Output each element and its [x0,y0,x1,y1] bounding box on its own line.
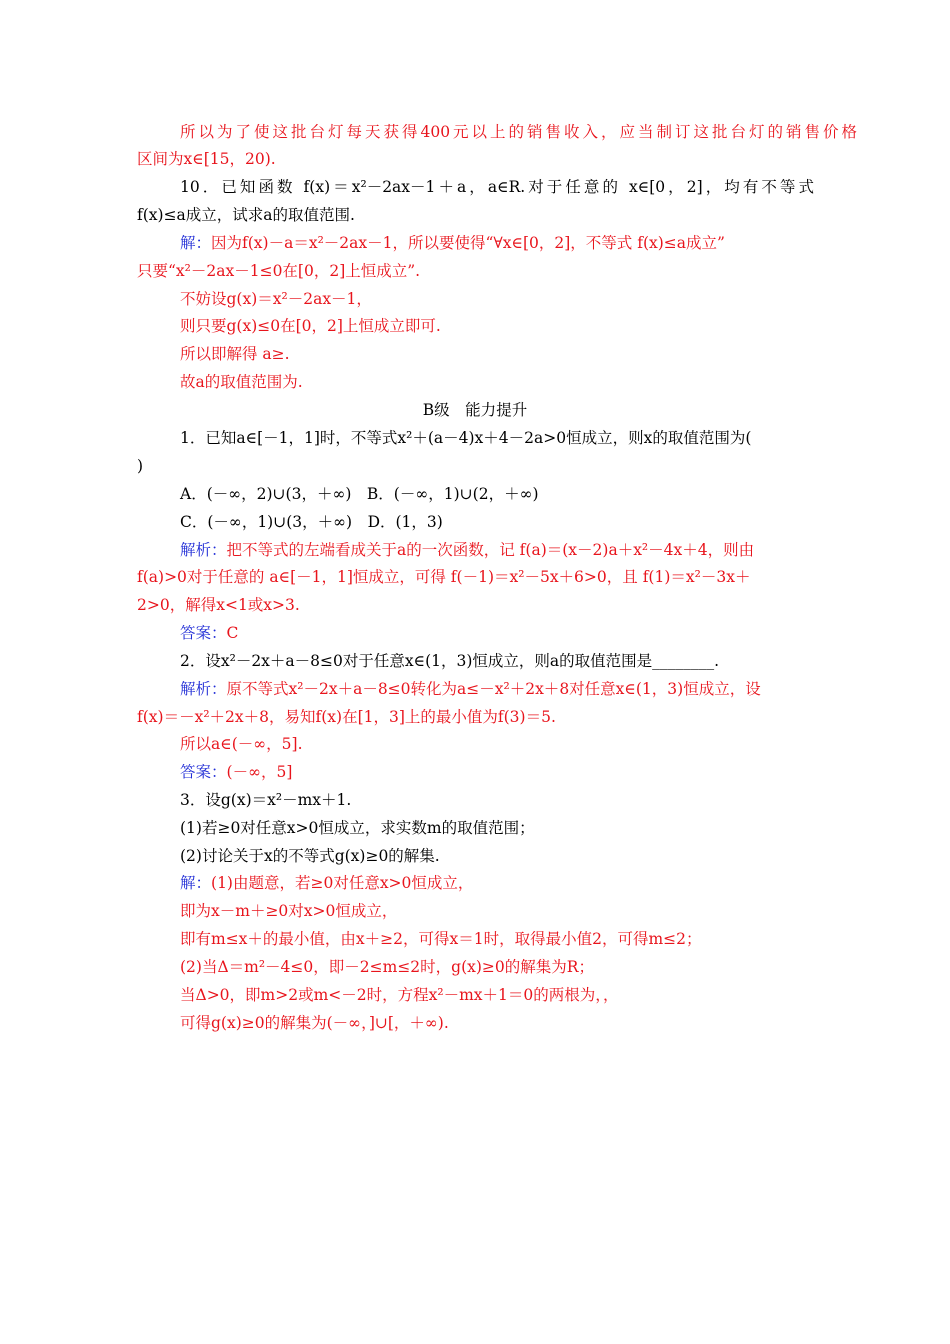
question-2: 2．设x²－2x＋a－8≤0对于任意x∈(1，3)恒成立，则a的取值范围是________. [180,652,720,670]
solution-label: 解： [180,234,212,252]
solution-3-line-3: 即有m≤x＋的最小值，由x＋≥2，可得x＝1时，取得最小值2，可得m≤2； [180,930,702,948]
analysis-text: 把不等式的左端看成关于a的一次函数，记 f(a)＝(x－2)a＋x²－4x＋4，则由 [226,541,755,559]
text-line-1: 所以为了使这批台灯每天获得400元以上的销售收入，应当制订这批台灯的销售价格 [180,123,857,141]
question-3-part-1: (1)若≥0对任意x>0恒成立，求实数m的取值范围； [180,819,535,837]
solution-3-line-4: (2)当Δ＝m²－4≤0，即－2≤m≤2时，g(x)≥0的解集为R； [180,958,594,976]
question-1-options-ab: A．(－∞，2)∪(3，＋∞) B．(－∞，1)∪(2，＋∞) [180,485,539,503]
section-heading: B级 能力提升 [422,401,528,419]
solution-3-line-1 [180,870,473,896]
question-10-line-2: f(x)≤a成立，试求a的取值范围. [137,206,355,224]
text-line-2: 区间为x∈[15，20). [137,150,276,168]
solution-3-line-6: 可得g(x)≥0的解集为(－∞，]∪[，＋∞). [180,1014,449,1032]
solution-text: 因为f(x)－a＝x²－2ax－1，所以要使得“∀x∈[0，2]，不等式 f(x)≤a成立” [211,234,725,252]
solution-3-line-2: 即为x－m＋≥0对x>0恒成立， [180,902,398,920]
question-3-part-2: (2)讨论关于x的不等式g(x)≥0的解集. [180,847,440,865]
answer-label: 答案： [180,624,227,642]
analysis-1-line-2: f(a)>0对于任意的 a∈[－1，1]恒成立，可得 f(－1)＝x²－5x＋6>0，且 f(1)＝x²－3x＋ [137,568,751,586]
answer-label: 答案： [180,763,227,781]
analysis-text: 原不等式x²－2x＋a－8≤0转化为a≤－x²＋2x＋8对任意x∈(1，3)恒成立，设 [226,680,761,698]
answer-text: (－∞，5] [226,763,293,781]
analysis-1-line-3: 2>0，解得x<1或x>3. [137,596,300,614]
question-1-options-cd: C．(－∞，1)∪(3，＋∞) D．(1，3) [180,513,443,531]
solution-10-line-5: 所以即解得 a≥. [180,345,290,363]
analysis-2-line-1 [180,676,761,702]
solution-10-line-1 [180,230,725,256]
analysis-1-line-1 [180,537,754,563]
question-1-line-1: 1．已知a∈[－1，1]时，不等式x²＋(a－4)x＋4－2a>0恒成立，则x的取值范围为( [180,429,752,447]
question-1-line-2: ) [137,457,144,475]
analysis-2-line-2: f(x)＝－x²＋2x＋8，易知f(x)在[1，3]上的最小值为f(3)＝5. [137,708,556,726]
answer-text: C [226,624,239,642]
question-10-line-1: 10．已知函数 f(x)＝x²－2ax－1＋a，a∈R.对于任意的 x∈[0，2]，均有不等式 [180,178,814,196]
solution-10-line-3: 不妨设g(x)＝x²－2ax－1， [180,290,372,308]
solution-label: 解： [180,874,212,892]
analysis-label: 解析： [180,541,227,559]
answer-2 [180,759,292,785]
analysis-label: 解析： [180,680,227,698]
solution-10-line-6: 故a的取值范围为. [180,373,303,391]
analysis-2-line-3: 所以a∈(－∞，5]. [180,735,303,753]
question-3: 3．设g(x)＝x²－mx＋1. [180,791,352,809]
solution-10-line-4: 则只要g(x)≤0在[0，2]上恒成立即可. [180,317,441,335]
solution-3-line-5: 当Δ>0，即m>2或m<－2时，方程x²－mx＋1＝0的两根为，， [180,986,619,1004]
solution-10-line-2: 只要“x²－2ax－1≤0在[0，2]上恒成立”. [137,262,421,280]
solution-text: (1)由题意，若≥0对任意x>0恒成立， [211,874,474,892]
answer-1 [180,620,238,646]
